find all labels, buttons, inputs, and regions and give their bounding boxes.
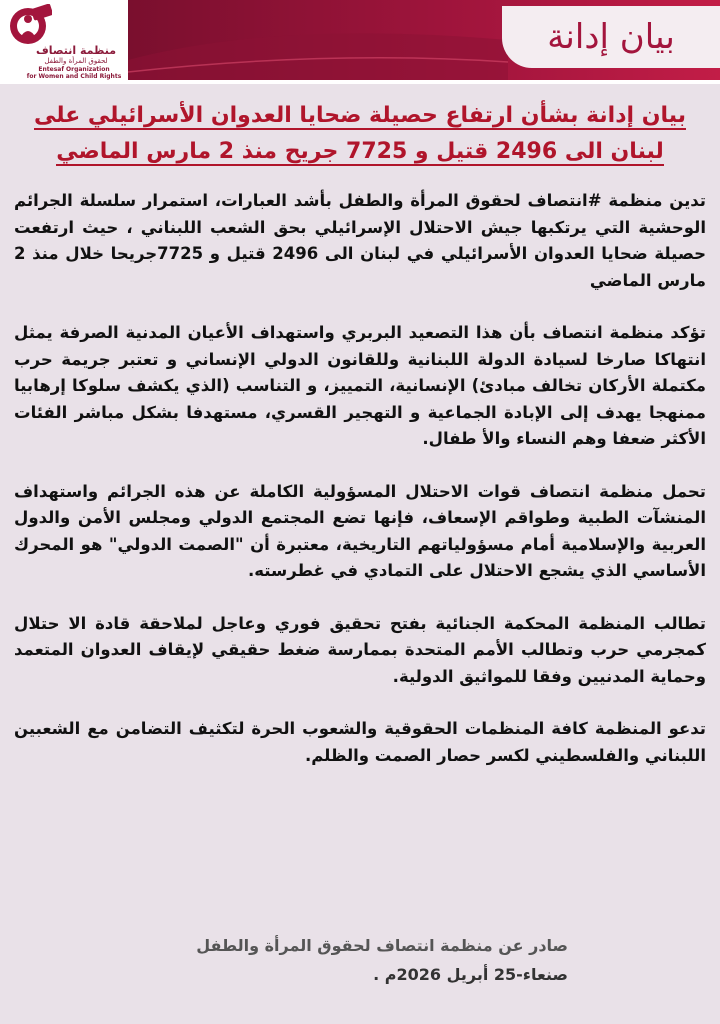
organization-logo xyxy=(0,0,128,80)
statement-body xyxy=(14,188,706,795)
document-title-line2: لبنان الى 2496 قتيل و 7725 جريح منذ 2 مارس الماضي xyxy=(56,139,664,164)
header xyxy=(0,0,720,84)
banner-label-box xyxy=(502,6,720,68)
issuer-line: صادر عن منظمة انتصاف لحقوق المرأة والطفل xyxy=(196,936,568,955)
document-title-line1: بيان إدانة بشأن ارتفاع حصيلة ضحايا العدوان الأسرائيلي على xyxy=(34,103,686,128)
paragraph-violation: تؤكد منظمة انتصاف بأن هذا التصعيد البربري واستهداف الأعيان المدنية الصرفة يمثل انتهاكا صارخا لسيادة الدولة اللبنانية وللقانون الدولي الإنساني و تعتبر جريمة حرب مكتملة الأركان تخالف مبادئ) الإنسانية، التمييز، و التناسب (الذي يكشف سلوكا إرهابيا ممنهجا يهدف إلى الإبادة الجماعية و التهجير القسري، مستهدفا بشكل مباشر الفئات الأكثر ضعفا وهم النساء والأ طفال. xyxy=(14,323,706,448)
logo-subtitle-arabic: لحقوق المرأة والطفل xyxy=(44,57,108,65)
dateline: صنعاء-25 أبريل 2026م . xyxy=(373,965,568,984)
banner-label-text: بيان إدانة xyxy=(547,17,675,57)
paragraph-demands: تطالب المنظمة المحكمة الجنائية بفتح تحقيق فوري وعاجل لملاحقة قادة الا حتلال كمجرمي حرب وتطالب الأمم المتحدة بممارسة ضغط حقيقي لإيقاف العدوان المتعمد وحماية المدنيين وفقا للمواثيق الدولية. xyxy=(14,613,706,686)
logo-name-english-line2: for Women and Child Rights xyxy=(26,73,122,80)
paragraph-condemnation: تدين منظمة #انتصاف لحقوق المرأة والطفل بأشد العبارات، استمرار سلسلة الجرائم الوحشية التي يرتكبها جيش الاحتلال الإسرائيلي بحق الشعب اللبناني ، حيث ارتفعت حصيلة ضحايا العدوان الأسرائيلي في لبنان الى 2496 قتيل و 7725جريحا خلال منذ 2 مارس الماضي xyxy=(14,191,707,290)
logo-name-arabic: منظمة انتصاف xyxy=(35,44,117,57)
header-banner xyxy=(128,0,720,80)
paragraph-call-to-action: تدعو المنظمة كافة المنظمات الحقوقية والشعوب الحرة لتكثيف التضامن مع الشعبين اللبناني والفلسطيني لكسر حصار الصمت والظلم. xyxy=(14,719,706,765)
logo-emblem-icon xyxy=(8,4,52,48)
logo-name-english-line1: Entesaf Organization xyxy=(38,66,110,73)
document-title xyxy=(18,98,702,170)
statement-footer xyxy=(40,932,568,990)
paragraph-responsibility: تحمل منظمة انتصاف قوات الاحتلال المسؤولية الكاملة عن هذه الجرائم واستهداف المنشآت الطبية وطواقم الإسعاف، فإنها تضع المجتمع الدولي ومجلس الأمن والدول العربية والإسلامية أمام مسؤولياتهم التاريخية، معتبرة أن "الصمت الدولي" هو المحرك الأساسي الذي يشجع الاحتلال على التمادي في غطرسته. xyxy=(14,481,706,580)
logo-name-english xyxy=(20,66,128,80)
